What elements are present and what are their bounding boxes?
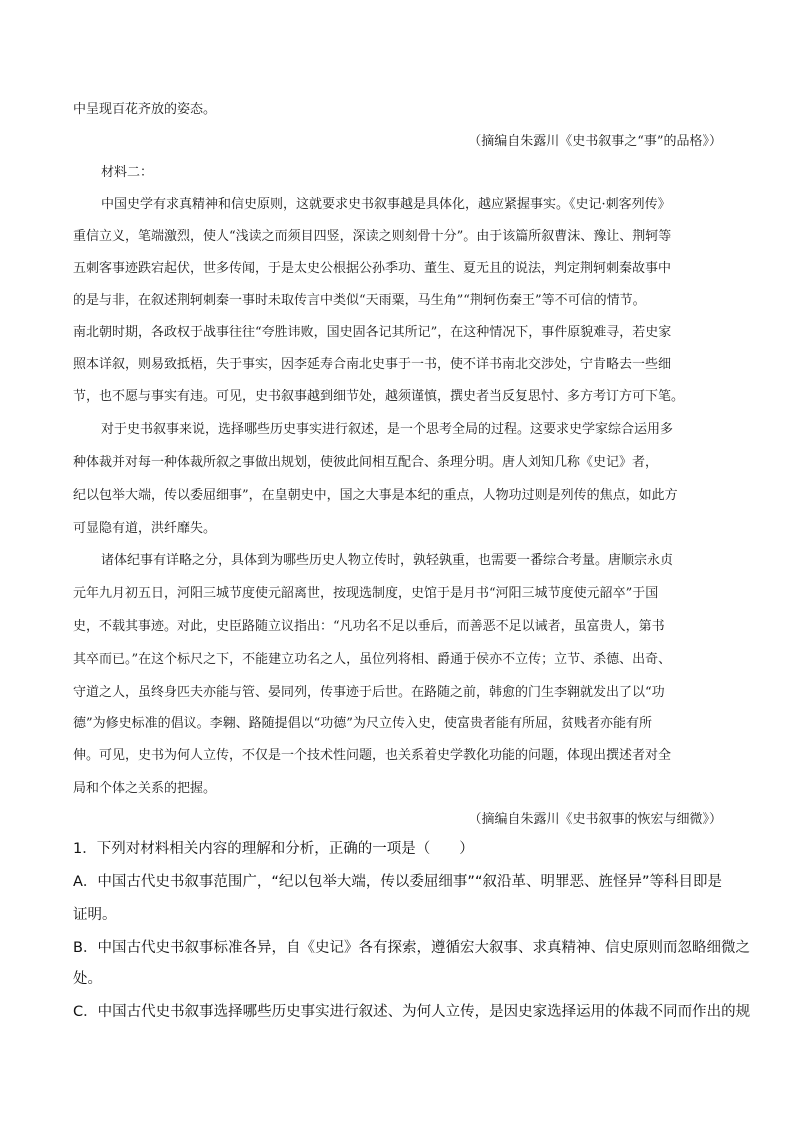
paragraph-3-line: 德”为修史标准的倡议。李翱、路随提倡以“功德”为尺立传入史，使富贵者能有所屈，贫贱者亦能有所 (73, 716, 652, 731)
paragraph-3-line: 元年九月初五日，河阳三城节度使元韶离世，按现选制度，史馆于是月书“河阳三城节度使元韶卒”于国 (73, 586, 659, 601)
paragraph-2-line: 纪以包举大端，传以委屈细事”，在皇朝史中，国之大事是本纪的重点，人物功过则是列传的焦点，如此方 (73, 488, 678, 503)
option-a-line: A．中国古代史书叙事范围广，“纪以包举大端，传以委屈细事”“叙沿革、明罪恶、旌怪异”等科目即是 (73, 874, 722, 890)
paragraph-1-line: 中国史学有求真精神和信史原则，这就要求史书叙事越是具体化，越应紧握事实。《史记·刺客列传》 (101, 197, 671, 212)
paragraph-3-line: 局和个体之关系的把握。 (73, 781, 217, 796)
option-c-line: C．中国古代史书叙事选择哪些历史事实进行叙述、为何人立传，是因史家选择运用的体裁不同而作出的规 (73, 1004, 751, 1020)
option-a-line: 证明。 (73, 907, 117, 923)
paragraph-1-line: 五刺客事迹跌宕起伏，世多传闻，于是太史公根据公孙季功、董生、夏无且的说法，判定荆轲刺秦故事中 (73, 261, 672, 276)
paragraph-2-line: 可显隐有道，洪纤靡失。 (73, 521, 217, 536)
material-2-label: 材料二： (101, 165, 154, 180)
paragraph-1-line: 节，也不愿与事实有违。可见，史书叙事越到细节处，越须谨慎，撰史者当反复思忖、多方考订方可下笔。 (73, 389, 685, 404)
source-citation-1: （摘编自朱露川《史书叙事之“事”的品格》） (468, 134, 722, 149)
paragraph-2-line: 种体裁并对每一种体裁所叙之事做出规划，使彼此间相互配合、条理分明。唐人刘知几称《史记》者， (73, 455, 659, 470)
paragraph-3-line: 史，不载其事迹。对此，史臣路随立议指出：“凡功名不足以垂后，而善恶不足以诫者，虽富贵人，第书 (73, 619, 665, 634)
paragraph-3-line: 其卒而已。”在这个标尺之下，不能建立功名之人，虽位列将相、爵通于侯亦不立传；立节、杀德、出奇、 (73, 652, 672, 667)
paragraph-3-line: 伸。可见，史书为何人立传，不仅是一个技术性问题，也关系着史学教化功能的问题，体现出撰述者对全 (73, 748, 672, 763)
paragraph-3-line: 诸体纪事有详略之分，具体到为哪些历史人物立传时，孰轻孰重，也需要一番综合考量。唐顺宗永贞 (101, 553, 674, 568)
source-citation-2: （摘编自朱露川《史书叙事的恢宏与细微》） (468, 812, 722, 827)
option-b-line: B．中国古代史书叙事标准各异，自《史记》各有探索，遵循宏大叙事、求真精神、信史原则而忽略细微之 (73, 940, 750, 956)
option-b-line: 处。 (73, 971, 102, 987)
paragraph-2-line: 对于史书叙事来说，选择哪些历史事实进行叙述，是一个思考全局的过程。这要求史学家综合运用多 (101, 422, 674, 437)
paragraph-1-line: 重信立义，笔端激烈，使人“浅读之而须目四竖，深读之则刻骨十分”。由于该篇所叙曹沫、豫让、荆轲等 (73, 229, 672, 244)
paragraph-1-line: 照本详叙，则易致抵梧，失于事实，因李延寿合南北史事于一书，使不详书南北交涉处，宁肯略去一些细 (73, 357, 672, 372)
paragraph-1-line: 南北朝时期，各政权于战事往往“夸胜讳败，国史固各记其所记”，在这种情况下，事件原貌难寻，若史家 (73, 325, 672, 340)
opening-line: 中呈现百花齐放的姿态。 (73, 102, 217, 117)
paragraph-1-line: 的是与非，在叙述荆轲刺秦一事时未取传言中类似“天雨粟，马生角”“荆轲伤秦王”等不可信的情节。 (73, 293, 646, 308)
paragraph-3-line: 守道之人，虽终身匹夫亦能与管、晏同列，传事迹于后世。在路随之前，韩愈的门生李翱就发出了以“功 (73, 685, 665, 700)
question-stem: 1．下列对材料相关内容的理解和分析，正确的一项是（ ） (73, 841, 474, 857)
